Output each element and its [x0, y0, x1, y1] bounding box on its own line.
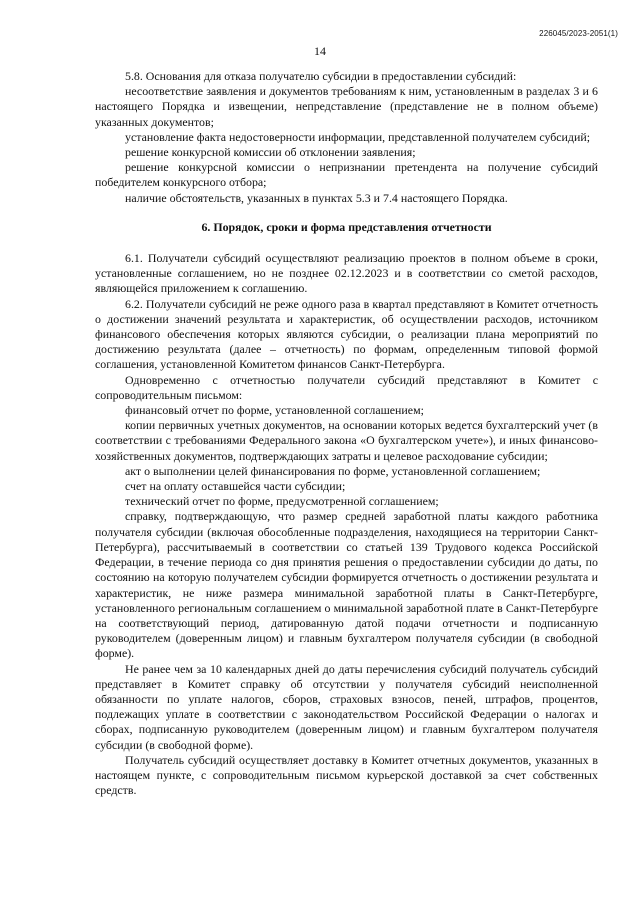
- paragraph: технический отчет по форме, предусмотренной соглашением;: [125, 494, 439, 509]
- section-heading: 6. Порядок, сроки и форма представления отчетности: [201, 219, 492, 234]
- paragraph: Одновременно с отчетностью получатели субсидий представляют в Комитет с сопроводительным письмом:: [95, 372, 598, 402]
- paragraph: копии первичных учетных документов, на основании которых ведется бухгалтерский учет (в соответствии с требованиями Федерального закона «О бухгалтерском учете»), и иных финансово-хозяйственных документов, подтверждающих затраты и целевое расходование субсидии;: [95, 418, 598, 463]
- paragraph: акт о выполнении целей финансирования по форме, установленной соглашением;: [125, 463, 541, 478]
- paragraph: справку, подтверждающую, что размер средней заработной платы каждого работника получателя субсидии (включая обособленные подразделения, находящиеся на территории Санкт-Петербурга), рассчитываемый в соответствии со статьей 139 Трудового кодекса Российской Федерации, в течение периода со дня принятия решения о предоставлении субсидии до даты, по состоянию на которую получателем субсидии формируется отчетность о достижении результата и характеристик, не ниже размера минимальной заработной платы в Санкт-Петербурге, установленного региональным соглашением о минимальной заработной плате в Санкт-Петербурге на соответствующий период, датированную датой подачи отчетности и подписанную руководителем (доверенным лицом) и главным бухгалтером получателя субсидии (в свободной форме).: [95, 509, 598, 661]
- paragraph: решение конкурсной комиссии о непризнании претендента на получение субсидий победителем конкурсного отбора;: [95, 160, 598, 190]
- document-body: [95, 69, 598, 798]
- paragraph: 6.1. Получатели субсидий осуществляют реализацию проектов в полном объеме в сроки, установленные соглашением, но не позднее 02.12.2023 и в соответствии со сметой расходов, являющейся приложением к соглашению.: [95, 251, 598, 296]
- paragraph: 6.2. Получатели субсидий не реже одного раза в квартал представляют в Комитет отчетность о достижении значений результата и характеристик, об осуществлении расходов, источником финансового обеспечения которых являются субсидии, о реализации плана мероприятий по достижению результата (далее – отчетность) по формам, определенным типовой формой соглашения, установленной Комитетом финансов Санкт-Петербурга.: [95, 296, 598, 372]
- paragraph: Не ранее чем за 10 календарных дней до даты перечисления субсидий получатель субсидий представляет в Комитет справку об отсутствии у получателя субсидий неисполненной обязанности по уплате налогов, сборов, страховых взносов, пеней, штрафов, процентов, подлежащих уплате в соответствии с законодательством Российской Федерации о налогах и сборах, подписанную руководителем (доверенным лицом) и главным бухгалтером получателя субсидии (в свободной форме).: [95, 661, 598, 752]
- paragraph: несоответствие заявления и документов требованиям к ним, установленным в разделах 3 и 6 настоящего Порядка и извещении, непредставление (представление не в полном объеме) указанных документов;: [95, 84, 598, 129]
- paragraph: решение конкурсной комиссии об отклонении заявления;: [125, 145, 416, 160]
- page-number: 14: [314, 44, 326, 58]
- document-id: 226045/2023-2051(1): [539, 29, 618, 38]
- paragraph: счет на оплату оставшейся части субсидии;: [125, 479, 346, 494]
- paragraph: установление факта недостоверности информации, представленной получателем субсидий;: [125, 129, 591, 144]
- paragraph: Получатель субсидий осуществляет доставку в Комитет отчетных документов, указанных в настоящем пункте, с сопроводительным письмом курьерской доставкой за счет собственных средств.: [95, 752, 598, 798]
- paragraph: 5.8. Основания для отказа получателю субсидии в предоставлении субсидий:: [125, 69, 517, 83]
- paragraph: наличие обстоятельств, указанных в пунктах 5.3 и 7.4 настоящего Порядка.: [125, 190, 508, 205]
- paragraph: финансовый отчет по форме, установленной соглашением;: [125, 403, 424, 418]
